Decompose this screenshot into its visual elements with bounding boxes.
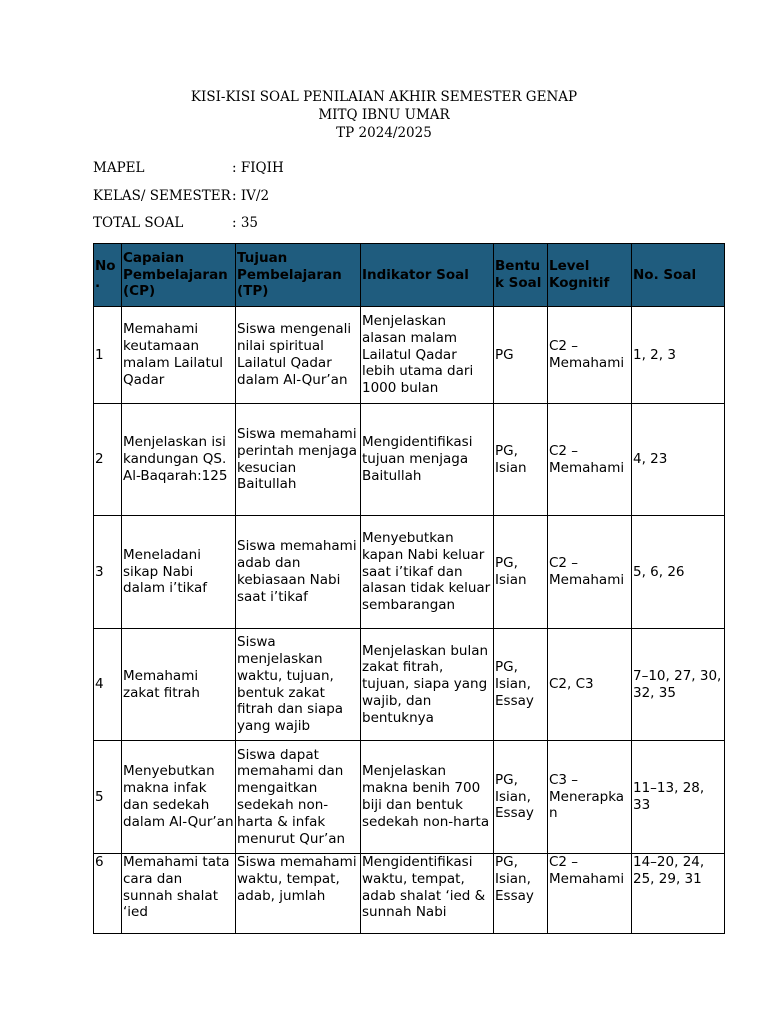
col-header-tp: Tujuan Pembelajaran (TP) [236, 244, 361, 307]
cell-indikator: Menjelaskan bulan zakat fitrah, tujuan, siapa yang wajib, dan bentuknya [361, 629, 494, 741]
cell-level: C2 – Memahami [548, 307, 632, 404]
cell-no-soal: 5, 6, 26 [632, 516, 725, 629]
col-header-indikator: Indikator Soal [361, 244, 494, 307]
meta-value: : 35 [232, 215, 259, 231]
cell-cp: Memahami keutamaan malam Lailatul Qadar [122, 307, 236, 404]
cell-level: C2 – Memahami [548, 854, 632, 934]
cell-tp: Siswa dapat memahami dan mengaitkan sedekah non-harta & infak menurut Qur’an [236, 741, 361, 854]
table-row [94, 629, 725, 741]
title-line-1: KISI-KISI SOAL PENILAIAN AKHIR SEMESTER GENAP [190, 89, 578, 105]
cell-level: C2 – Memahami [548, 516, 632, 629]
cell-indikator: Mengidentifikasi tujuan menjaga Baitullah [361, 404, 494, 516]
document-title [0, 88, 768, 142]
meta-label: TOTAL SOAL [93, 215, 184, 231]
cell-bentuk: PG, Isian, Essay [494, 854, 548, 934]
cell-tp: Siswa mengenali nilai spiritual Lailatul Qadar dalam Al-Qur’an [236, 307, 361, 404]
cell-bentuk: PG, Isian [494, 516, 548, 629]
table-header-row [94, 244, 725, 307]
table-row [94, 741, 725, 854]
meta-value: : IV/2 [232, 188, 270, 204]
cell-level: C3 – Menerapkan [548, 741, 632, 854]
cell-no-soal: 14–20, 24, 25, 29, 31 [632, 854, 725, 934]
cell-bentuk: PG [494, 307, 548, 404]
cell-cp: Menyebutkan makna infak dan sedekah dalam Al-Qur’an [122, 741, 236, 854]
cell-no-soal: 4, 23 [632, 404, 725, 516]
cell-indikator: Menyebutkan kapan Nabi keluar saat i’tikaf dan alasan tidak keluar sembarangan [361, 516, 494, 629]
table-row [94, 854, 725, 934]
cell-no-soal: 1, 2, 3 [632, 307, 725, 404]
cell-tp: Siswa memahami waktu, tempat, adab, jumlah [236, 854, 361, 934]
cell-tp: Siswa memahami perintah menjaga kesucian Baitullah [236, 404, 361, 516]
cell-indikator: Menjelaskan alasan malam Lailatul Qadar lebih utama dari 1000 bulan [361, 307, 494, 404]
cell-no: 3 [94, 516, 122, 629]
title-line-2: MITQ IBNU UMAR [318, 107, 450, 123]
title-line-3: TP 2024/2025 [336, 125, 432, 141]
cell-no: 4 [94, 629, 122, 741]
col-header-no: No. [94, 244, 122, 307]
cell-no: 5 [94, 741, 122, 854]
meta-label: MAPEL [93, 160, 145, 176]
cell-level: C2 – Memahami [548, 404, 632, 516]
cell-cp: Menjelaskan isi kandungan QS. Al-Baqarah:125 [122, 404, 236, 516]
col-header-no-soal: No. Soal [632, 244, 725, 307]
cell-no: 1 [94, 307, 122, 404]
cell-level: C2, C3 [548, 629, 632, 741]
col-header-cp: Capaian Pembelajaran (CP) [122, 244, 236, 307]
cell-bentuk: PG, Isian [494, 404, 548, 516]
table-row [94, 404, 725, 516]
cell-no-soal: 7–10, 27, 30, 32, 35 [632, 629, 725, 741]
cell-cp: Meneladani sikap Nabi dalam i’tikaf [122, 516, 236, 629]
table-row [94, 516, 725, 629]
col-header-level: Level Kognitif [548, 244, 632, 307]
cell-bentuk: PG, Isian, Essay [494, 741, 548, 854]
col-header-bentuk: Bentuk Soal [494, 244, 548, 307]
cell-bentuk: PG, Isian, Essay [494, 629, 548, 741]
cell-indikator: Menjelaskan makna benih 700 biji dan bentuk sedekah non-harta [361, 741, 494, 854]
meta-value: : FIQIH [232, 160, 284, 176]
cell-no-soal: 11–13, 28, 33 [632, 741, 725, 854]
meta-label: KELAS/ SEMESTER [93, 188, 231, 204]
cell-cp: Memahami zakat fitrah [122, 629, 236, 741]
cell-no: 6 [94, 854, 122, 934]
cell-cp: Memahami tata cara dan sunnah shalat ‘ied [122, 854, 236, 934]
cell-tp: Siswa memahami adab dan kebiasaan Nabi saat i’tikaf [236, 516, 361, 629]
cell-indikator: Mengidentifikasi waktu, tempat, adab shalat ‘ied & sunnah Nabi [361, 854, 494, 934]
cell-no: 2 [94, 404, 122, 516]
cell-tp: Siswa menjelaskan waktu, tujuan, bentuk zakat fitrah dan siapa yang wajib [236, 629, 361, 741]
table-row [94, 307, 725, 404]
kisi-kisi-table [93, 243, 725, 934]
